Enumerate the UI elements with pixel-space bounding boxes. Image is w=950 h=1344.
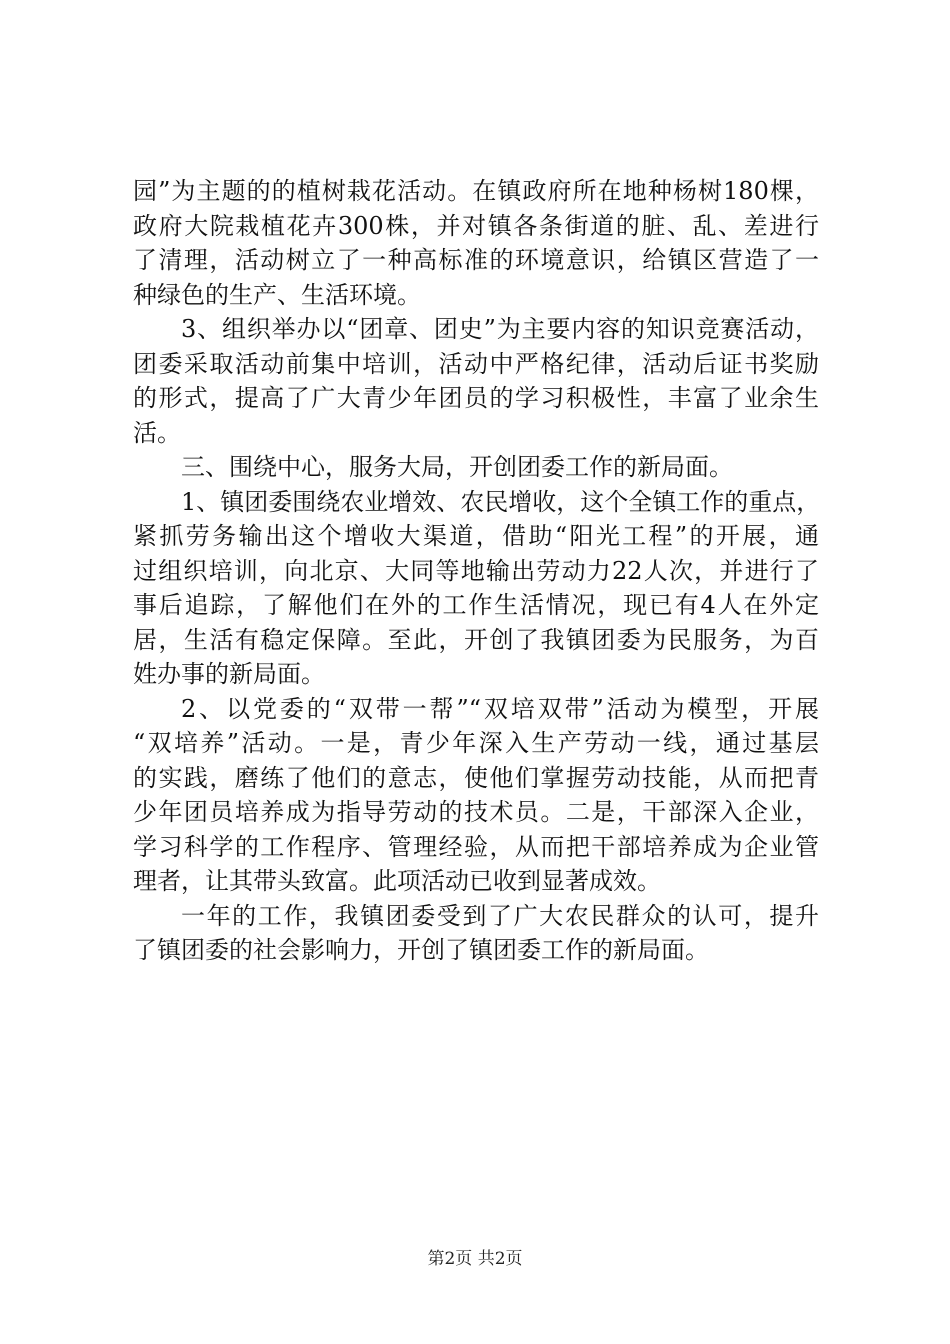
text-line: 事后追踪，了解他们在外的工作生活情况，现已有4人在外定 bbox=[133, 591, 819, 619]
text-line: 园”为主题的的植树栽花活动。在镇政府所在地种杨树180棵， bbox=[133, 177, 819, 205]
text-line: 了清理，活动树立了一种高标准的环境意识，给镇区营造了一 bbox=[133, 246, 819, 274]
text-line: 居，生活有稳定保障。至此，开创了我镇团委为民服务，为百 bbox=[133, 625, 819, 654]
text-line: 紧抓劳务输出这个增收大渠道，借助“阳光工程”的开展，通 bbox=[133, 522, 819, 550]
page-number-footer: 第2页 共2页 bbox=[427, 1249, 523, 1269]
text-line: 少年团员培养成为指导劳动的技术员。二是，干部深入企业， bbox=[133, 798, 819, 826]
document-body bbox=[133, 174, 819, 968]
text-line: 政府大院栽植花卉300株，并对镇各条街道的脏、乱、差进行 bbox=[133, 211, 819, 240]
text-line: “双培养”活动。一是，青少年深入生产劳动一线，通过基层 bbox=[133, 729, 819, 757]
text-line: 种绿色的生产、生活环境。 bbox=[133, 280, 421, 309]
text-line: 姓办事的新局面。 bbox=[133, 660, 325, 688]
text-line: 1、镇团委围绕农业增效、农民增收，这个全镇工作的重点， bbox=[181, 487, 821, 516]
text-line: 的形式，提高了广大青少年团员的学习积极性，丰富了业余生 bbox=[133, 384, 819, 412]
text-line: 过组织培训，向北京、大同等地输出劳动力22人次，并进行了 bbox=[133, 556, 819, 585]
text-line: 3、组织举办以“团章、团史”为主要内容的知识竞赛活动， bbox=[181, 315, 819, 343]
text-line: 一年的工作，我镇团委受到了广大农民群众的认可，提升 bbox=[181, 901, 819, 930]
text-line: 活。 bbox=[133, 418, 181, 447]
text-line: 了镇团委的社会影响力，开创了镇团委工作的新局面。 bbox=[133, 936, 709, 964]
section-heading: 三、围绕中心，服务大局，开创团委工作的新局面。 bbox=[181, 453, 733, 481]
text-line: 团委采取活动前集中培训，活动中严格纪律，活动后证书奖励 bbox=[133, 349, 819, 378]
text-line: 2、以党委的“双带一帮”“双培双带”活动为模型，开展 bbox=[181, 694, 819, 723]
text-line: 理者，让其带头致富。此项活动已收到显著成效。 bbox=[133, 867, 661, 895]
text-line: 学习科学的工作程序、管理经验，从而把干部培养成为企业管 bbox=[133, 832, 819, 861]
text-line: 的实践，磨练了他们的意志，使他们掌握劳动技能，从而把青 bbox=[133, 763, 819, 792]
